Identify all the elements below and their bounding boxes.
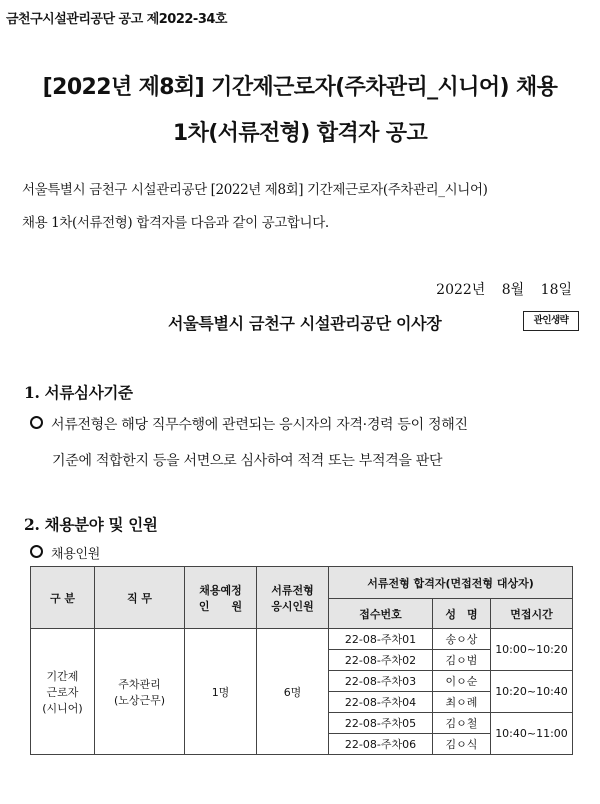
cell-interview-time: 10:20~10:40 bbox=[491, 671, 573, 713]
intro-line-2: 채용 1차(서류전형) 합격자를 다음과 같이 공고합니다. bbox=[22, 215, 329, 231]
cell-name: 최ㅇ례 bbox=[433, 692, 491, 713]
cell-category: 기간제 근로자 (시니어) bbox=[31, 629, 95, 755]
cell-reg-no: 22-08-주차05 bbox=[329, 713, 433, 734]
cell-name: 김ㅇ식 bbox=[433, 734, 491, 755]
cell-reg-no: 22-08-주차04 bbox=[329, 692, 433, 713]
intro-line-1: 서울특별시 금천구 시설관리공단 [2022년 제8회] 기간제근로자(주차관리_시니어) bbox=[22, 182, 488, 198]
cell-reg-no: 22-08-주차03 bbox=[329, 671, 433, 692]
notice-number: 금천구시설관리공단 공고 제2022-34호 bbox=[6, 12, 227, 27]
header-job: 직 무 bbox=[95, 567, 185, 629]
cell-applicants: 6명 bbox=[257, 629, 329, 755]
title-line-2: 1차(서류전형) 합격자 공고 bbox=[172, 121, 428, 146]
cell-reg-no: 22-08-주차02 bbox=[329, 650, 433, 671]
hiring-bullet-text: 채용인원 bbox=[51, 547, 101, 562]
cell-reg-no: 22-08-주차01 bbox=[329, 629, 433, 650]
notice-date: 2022년 8월 18일 bbox=[436, 282, 572, 298]
header-planned: 채용예정 인 원 bbox=[185, 567, 257, 629]
hiring-bullet bbox=[30, 543, 100, 562]
seal-omitted-box: 관인생략 bbox=[523, 311, 579, 331]
hiring-table bbox=[30, 566, 573, 755]
header-category: 구 분 bbox=[31, 567, 95, 629]
cell-name: 김ㅇ범 bbox=[433, 650, 491, 671]
cell-reg-no: 22-08-주차06 bbox=[329, 734, 433, 755]
section-2-heading: 2. 채용분야 및 인원 bbox=[24, 515, 158, 534]
cell-planned: 1명 bbox=[185, 629, 257, 755]
header-passers: 서류전형 합격자(면접전형 대상자) bbox=[329, 567, 573, 599]
cell-name: 김ㅇ철 bbox=[433, 713, 491, 734]
header-name: 성 명 bbox=[433, 599, 491, 629]
issuer: 서울특별시 금천구 시설관리공단 이사장 bbox=[168, 314, 442, 333]
cell-name: 이ㅇ순 bbox=[433, 671, 491, 692]
circle-bullet-icon bbox=[30, 416, 43, 429]
section-1-heading: 1. 서류심사기준 bbox=[24, 383, 133, 402]
header-interview-time: 면접시간 bbox=[491, 599, 573, 629]
cell-interview-time: 10:40~11:00 bbox=[491, 713, 573, 755]
header-reg-no: 접수번호 bbox=[329, 599, 433, 629]
criteria-text-1: 서류전형은 해당 직무수행에 관련되는 응시자의 자격·경력 등이 정해진 bbox=[51, 417, 468, 433]
criteria-line-2: 기준에 적합한지 등을 서면으로 심사하여 적격 또는 부적격을 판단 bbox=[52, 453, 443, 469]
criteria-line-1 bbox=[30, 414, 468, 434]
cell-name: 송ㅇ상 bbox=[433, 629, 491, 650]
title-line-1: [2022년 제8회] 기간제근로자(주차관리_시니어) 채용 bbox=[42, 75, 558, 100]
table-row bbox=[31, 629, 573, 650]
header-applicants: 서류전형 응시인원 bbox=[257, 567, 329, 629]
cell-job: 주차관리 (노상근무) bbox=[95, 629, 185, 755]
circle-bullet-icon bbox=[30, 545, 43, 558]
cell-interview-time: 10:00~10:20 bbox=[491, 629, 573, 671]
